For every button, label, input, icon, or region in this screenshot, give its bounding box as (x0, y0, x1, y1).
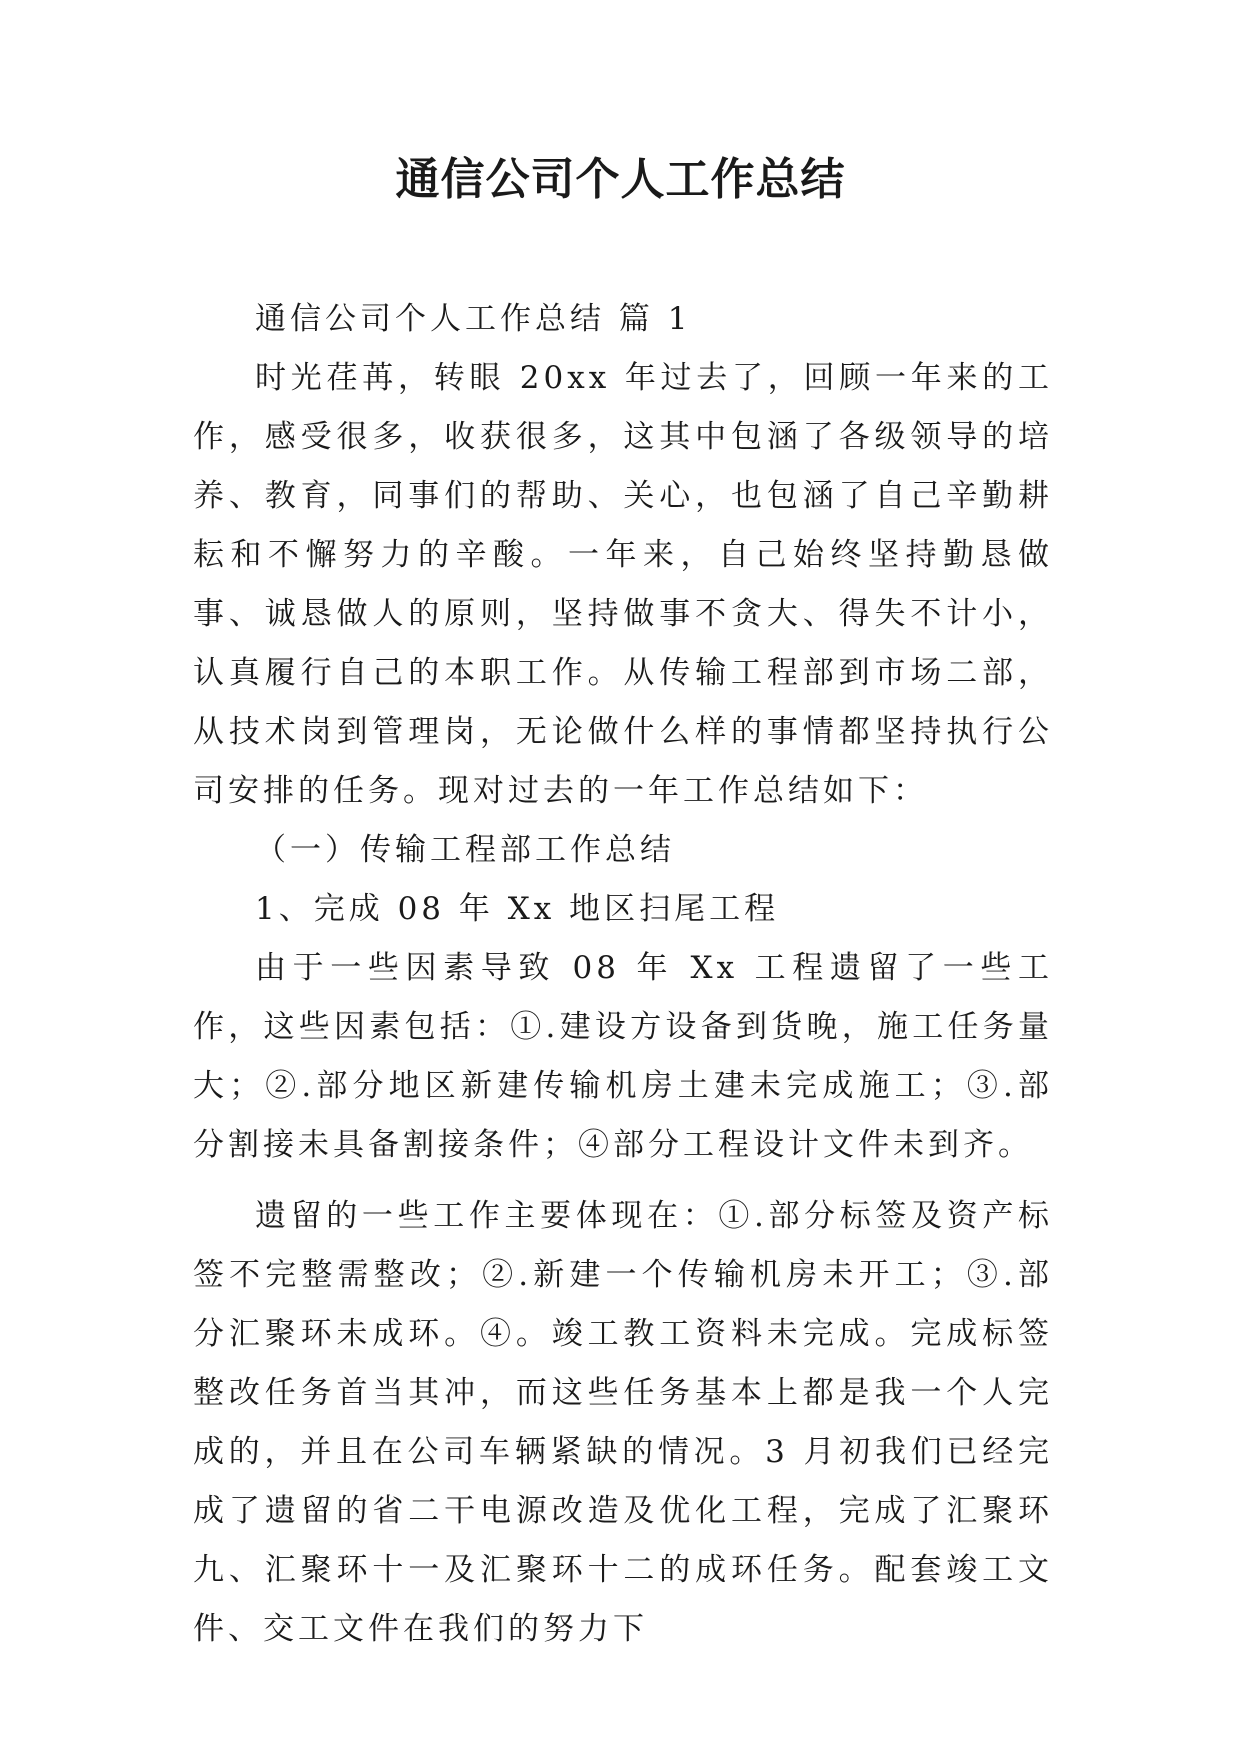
section-heading: 通信公司个人工作总结 篇 1 (255, 301, 692, 337)
document-body (193, 290, 1053, 1659)
paragraph-remaining-work: 遗留的一些工作主要体现在：①.部分标签及资产标签不完整需整改；②.新建一个传输机房未开工；③.部分汇聚环未成环。④。竣工教工资料未完成。完成标签整改任务首当其冲，而这些任务基本上都是我一个人完成的，并且在公司车辆紧缺的情况。3 月初我们已经完成了遗留的省二干电源改造及优化工程，完成了汇聚环九、汇聚环十一及汇聚环十二的成环任务。配套竣工文件、交工文件在我们的努力下 (193, 1198, 1053, 1647)
paragraph-intro: 时光荏苒，转眼 20xx 年过去了，回顾一年来的工作，感受很多，收获很多，这其中包涵了各级领导的培养、教育，同事们的帮助、关心，也包涵了自己辛勤耕耘和不懈努力的辛酸。一年来，自己始终坚持勤恳做事、诚恳做人的原则，坚持做事不贪大、得失不计小，认真履行自己的本职工作。从传输工程部到市场二部，从技术岗到管理岗，无论做什么样的事情都坚持执行公司安排的任务。现对过去的一年工作总结如下： (193, 360, 1053, 809)
paragraph-factors: 由于一些因素导致 08 年 Xx 工程遗留了一些工作，这些因素包括：①.建设方设备到货晚，施工任务量大；②.部分地区新建传输机房土建未完成施工；③.部分割接未具备割接条件；④部分工程设计文件未到齐。 (193, 950, 1053, 1163)
document-title: 通信公司个人工作总结 (395, 154, 846, 205)
item-heading: 1、完成 08 年 Xx 地区扫尾工程 (255, 891, 780, 927)
subsection-heading: （一）传输工程部工作总结 (255, 832, 675, 868)
